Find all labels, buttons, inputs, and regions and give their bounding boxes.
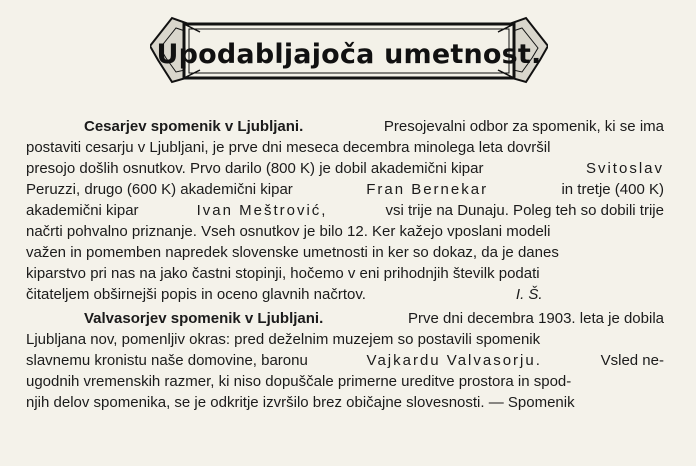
article2-line-4	[26, 371, 664, 392]
article1-line-2	[26, 137, 664, 158]
article2-line-1	[26, 308, 664, 329]
author-signature: I. Š.	[515, 286, 543, 303]
text-line: ugodnih vremenskih razmer, ki niso dopuščale primerne ureditve prostora in spod-	[26, 373, 572, 390]
section-banner	[150, 10, 548, 90]
sculptor-name: Fran Bernekar	[366, 181, 489, 198]
sculptor-name: Ivan Meštrović,	[196, 202, 328, 219]
text-line: Ljubljana nov, pomenljiv okras: pred deželnim muzejem so postavili spomenik	[26, 331, 541, 348]
article2-heading: Valvasorjev spomenik v Ljubljani.	[84, 310, 324, 327]
text-line: načrti pohvalno priznanje. Vseh osnutkov je bilo 12. Ker kažejo vposlani modeli	[26, 223, 551, 240]
article1-line-8	[26, 263, 664, 284]
article1-line-1	[26, 116, 664, 137]
text-line: čitateljem obširnejši popis in oceno glavnih načrtov.	[26, 286, 366, 303]
text-line: Presojevalni odbor za spomenik, ki se ima	[383, 118, 664, 135]
article2-line-5	[26, 392, 664, 413]
text-line: presojo došlih osnutkov. Prvo darilo (800 K) je dobil akademični kipar	[26, 160, 484, 177]
text-line: važen in pomemben napredek slovenske umetnosti in ker so dokaz, da je danes	[26, 244, 559, 261]
article2-line-3	[26, 350, 664, 371]
text-line: slavnemu kronistu naše domovine, baronu	[26, 352, 308, 369]
text-line: njih delov spomenika, se je odkritje izvršilo brez običajne slovesnosti. — Spomenik	[26, 394, 575, 411]
article1-line-6	[26, 221, 664, 242]
article1-line-7	[26, 242, 664, 263]
text-line: Peruzzi, drugo (600 K) akademični kipar	[26, 181, 293, 198]
article1-line-3	[26, 158, 664, 179]
text-line: in tretje (400 K)	[561, 181, 664, 198]
article-body	[26, 116, 664, 413]
text-line: Vsled ne-	[600, 352, 664, 369]
section-title: Upodabljajoča umetnost.	[156, 39, 542, 70]
article1-heading: Cesarjev spomenik v Ljubljani.	[84, 118, 304, 135]
article1-line-5	[26, 200, 664, 221]
article1-line-4	[26, 179, 664, 200]
text-line: vsi trije na Dunaju. Poleg teh so dobili trije	[385, 202, 664, 219]
article2-line-2	[26, 329, 664, 350]
text-line: postaviti cesarju v Ljubljani, je prve dni meseca decembra minolega leta dovršil	[26, 139, 551, 156]
article1-line-9	[26, 284, 664, 305]
text-line: kiparstvo pri nas na jako častni stopinji, hočemo v eni prihodnjih številk podati	[26, 265, 540, 282]
text-line: Prve dni decembra 1903. leta je dobila	[408, 310, 664, 327]
honoree-name: Vajkardu Valvasorju.	[366, 352, 542, 369]
text-line: akademični kipar	[26, 202, 139, 219]
sculptor-name: Svitoslav	[585, 160, 664, 177]
